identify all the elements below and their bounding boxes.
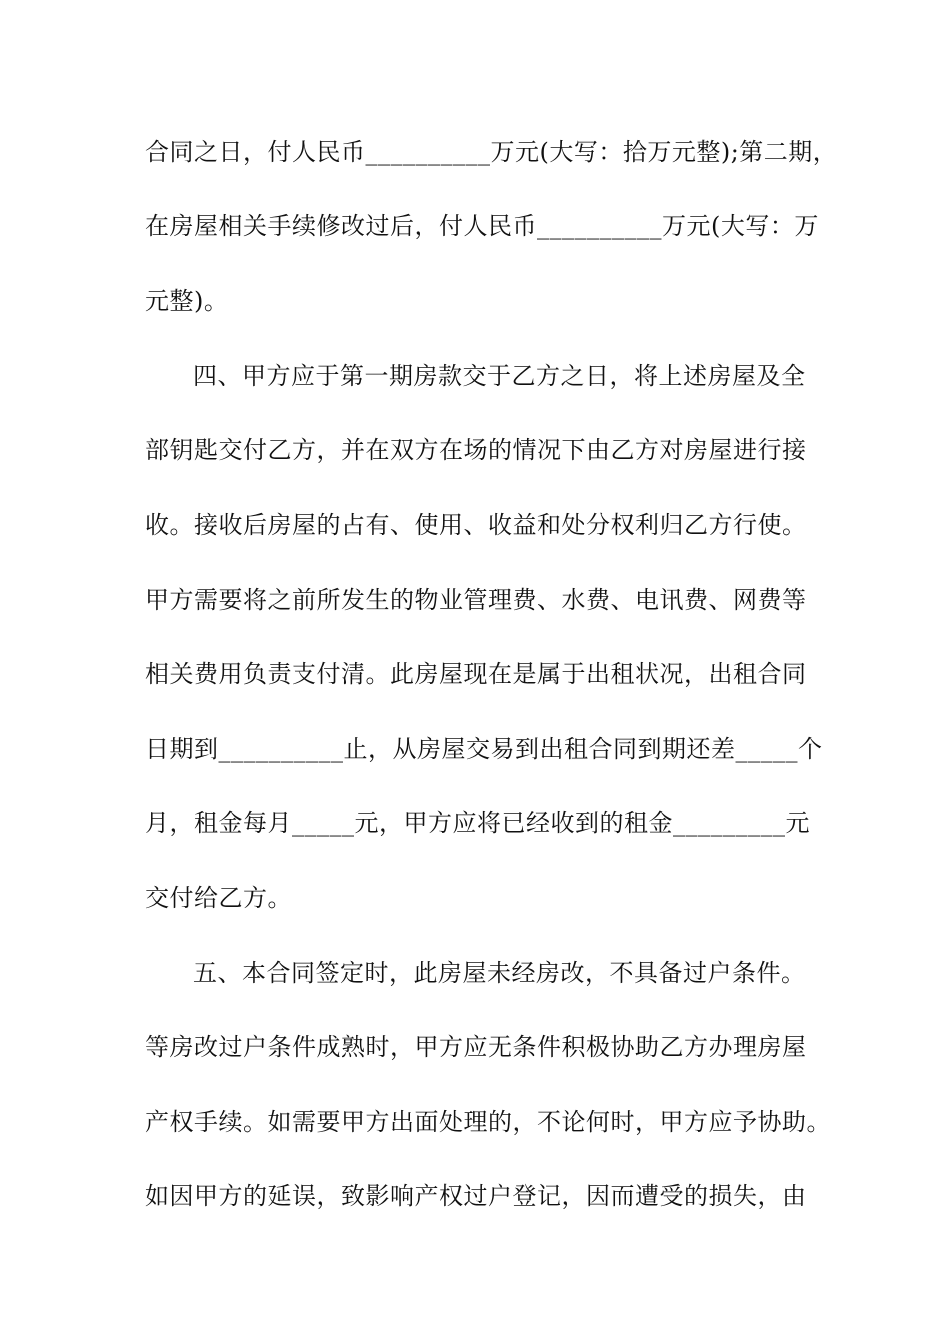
text-line-11: 交付给乙方。: [145, 884, 292, 912]
text-line-2: 在房屋相关手续修改过后，付人民币__________万元(大写：万: [145, 212, 819, 240]
text-line-6: 收。接收后房屋的占有、使用、收益和处分权利归乙方行使。: [145, 511, 807, 539]
text-line-1: 合同之日，付人民币__________万元(大写：拾万元整);第二期，: [145, 138, 838, 166]
text-line-7: 甲方需要将之前所发生的物业管理费、水费、电讯费、网费等: [145, 586, 807, 614]
text-line-3: 元整)。: [145, 287, 229, 315]
text-line-13: 等房改过户条件成熟时，甲方应无条件积极协助乙方办理房屋: [145, 1033, 807, 1061]
text-line-10: 月，租金每月_____元，甲方应将已经收到的租金_________元: [145, 809, 810, 837]
text-line-9: 日期到__________止，从房屋交易到出租合同到期还差_____个: [145, 735, 823, 763]
clause-five-start: 五、本合同签定时，此房屋未经房改，不具备过户条件。: [193, 959, 806, 987]
text-line-5: 部钥匙交付乙方，并在双方在场的情况下由乙方对房屋进行接: [145, 436, 807, 464]
text-line-15: 如因甲方的延误，致影响产权过户登记，因而遭受的损失，由: [145, 1182, 807, 1210]
text-line-8: 相关费用负责支付清。此房屋现在是属于出租状况，出租合同: [145, 660, 807, 688]
clause-four-start: 四、甲方应于第一期房款交于乙方之日，将上述房屋及全: [193, 362, 806, 390]
text-line-14: 产权手续。如需要甲方出面处理的，不论何时，甲方应予协助。: [145, 1108, 831, 1136]
